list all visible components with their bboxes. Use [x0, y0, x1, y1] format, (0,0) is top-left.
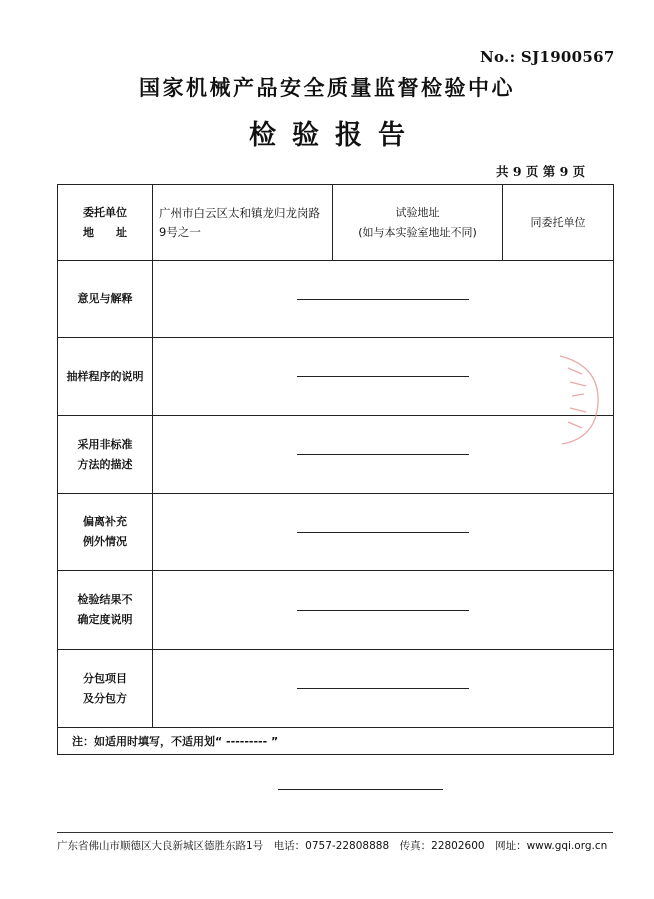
footer-divider	[57, 832, 613, 833]
row-label	[58, 650, 153, 728]
table-row	[58, 261, 614, 338]
row-label-line2: 及分包方	[83, 691, 127, 705]
row-label-line1: 抽样程序的说明	[66, 369, 144, 383]
row-label-line1: 偏离补充	[83, 515, 127, 528]
row-label-line2: 例外情况	[83, 535, 127, 548]
row-label	[58, 261, 153, 338]
table-row	[58, 650, 614, 728]
client-label-line2: 地 址	[83, 225, 127, 239]
seal-stamp	[540, 348, 610, 448]
page-count: 共 9 页 第 9 页	[496, 164, 586, 179]
not-applicable-dash	[297, 532, 469, 533]
row-label-line1: 采用非标准	[77, 437, 133, 451]
table-row	[58, 494, 614, 571]
report-table	[57, 184, 614, 755]
organization-title: 国家机械产品安全质量监督检验中心	[139, 75, 515, 100]
row-label	[58, 416, 153, 494]
note-row	[58, 728, 614, 755]
row-label-line2: 方法的描述	[77, 457, 133, 471]
test-site-label-cell	[333, 185, 503, 261]
footer-contact: 广东省佛山市顺德区大良新城区德胜东路1号 电话：0757-22808888 传真：22802600 网址：www.gqi.org.cn	[57, 840, 608, 852]
row-label	[58, 571, 153, 650]
table-row	[58, 338, 614, 416]
document-title: 检验报告	[249, 120, 421, 151]
seal-glyph-strokes	[568, 368, 586, 428]
row-value	[153, 571, 614, 650]
row-label	[58, 494, 153, 571]
row-label-line1: 意见与解释	[77, 292, 133, 305]
test-site-value: 同委托单位	[503, 185, 614, 261]
table-note: 注：如适用时填写，不适用划“ --------- ”	[58, 728, 614, 755]
row-label-line2: 确定度说明	[77, 613, 133, 626]
row-value	[153, 261, 614, 338]
row-value	[153, 494, 614, 571]
client-address: 广州市白云区太和镇龙归龙岗路9号之一	[153, 185, 333, 261]
table-row	[58, 416, 614, 494]
client-label-cell	[58, 185, 153, 261]
row-label-line1: 检验结果不	[77, 593, 133, 606]
test-site-label-line1: 试验地址	[395, 205, 440, 219]
test-site-label-line2: (如与本实验室地址不同)	[358, 225, 477, 239]
table-row	[58, 571, 614, 650]
not-applicable-dash	[297, 299, 469, 300]
not-applicable-dash	[297, 376, 469, 377]
seal-arc	[560, 356, 598, 444]
row-value	[153, 650, 614, 728]
client-label-line1: 委托单位	[83, 205, 127, 219]
not-applicable-dash	[297, 610, 469, 611]
end-rule	[278, 789, 443, 790]
report-number: No.: SJ1900567	[480, 48, 615, 66]
row-label-line1: 分包项目	[83, 671, 127, 685]
client-row	[58, 185, 614, 261]
not-applicable-dash	[297, 454, 469, 455]
row-label	[58, 338, 153, 416]
not-applicable-dash	[297, 688, 469, 689]
